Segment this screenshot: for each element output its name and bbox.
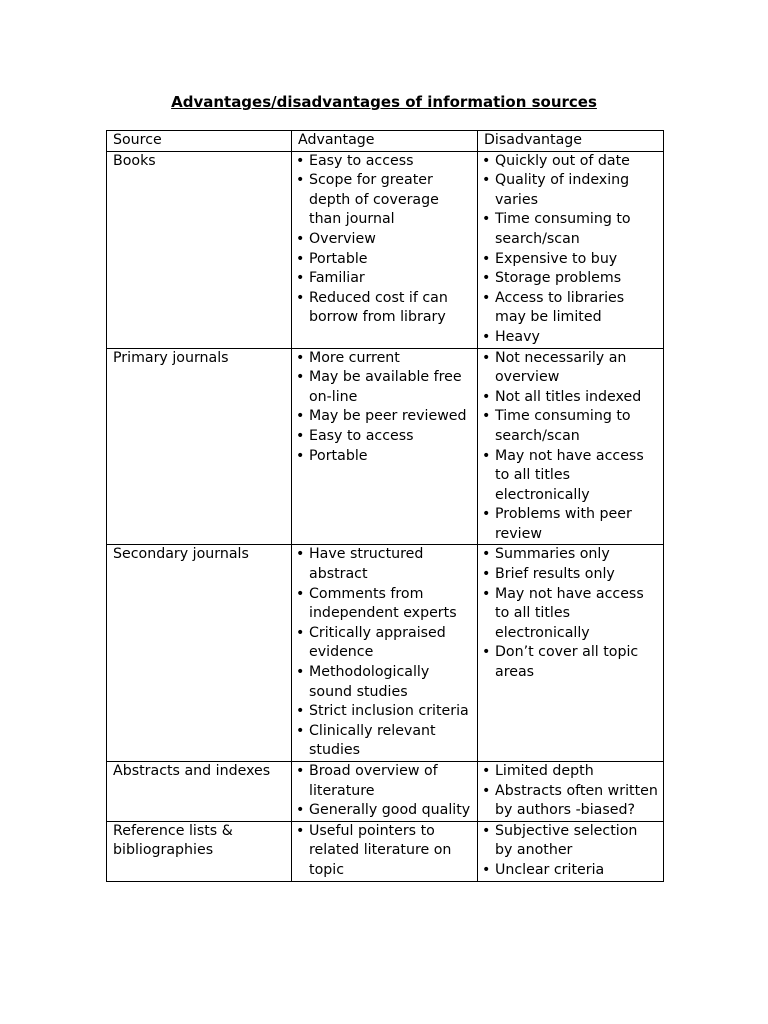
disadvantage-list bbox=[481, 545, 659, 682]
table-row bbox=[107, 348, 664, 545]
disadvantage-item: • Time consuming to search/scan bbox=[481, 210, 659, 249]
source-cell: Secondary journals bbox=[107, 545, 292, 762]
disadvantage-item: • Abstracts often written by authors -biased? bbox=[481, 782, 659, 821]
disadvantage-cell bbox=[478, 545, 664, 762]
advantage-cell bbox=[292, 348, 478, 545]
advantage-item: • More current bbox=[295, 349, 473, 369]
advantage-item: • Portable bbox=[295, 250, 473, 270]
disadvantage-item: • Expensive to buy bbox=[481, 250, 659, 270]
advantage-item: • Scope for greater depth of coverage than journal bbox=[295, 171, 473, 230]
disadvantage-item: • Don’t cover all topic areas bbox=[481, 643, 659, 682]
disadvantage-item: • Time consuming to search/scan bbox=[481, 407, 659, 446]
advantage-item: • Broad overview of literature bbox=[295, 762, 473, 801]
advantage-item: • Useful pointers to related literature on topic bbox=[295, 822, 473, 881]
disadvantage-item: • Storage problems bbox=[481, 269, 659, 289]
header-disadvantage: Disadvantage bbox=[478, 131, 664, 152]
advantage-cell bbox=[292, 821, 478, 881]
table-row bbox=[107, 545, 664, 762]
advantage-item: • Methodologically sound studies bbox=[295, 663, 473, 702]
advantage-item: • Familiar bbox=[295, 269, 473, 289]
disadvantage-list bbox=[481, 822, 659, 881]
advantage-item: • Easy to access bbox=[295, 152, 473, 172]
document-title: Advantages/disadvantages of information sources bbox=[171, 93, 597, 111]
advantage-list bbox=[295, 152, 473, 328]
advantage-cell bbox=[292, 545, 478, 762]
table-body bbox=[107, 151, 664, 881]
header-row bbox=[107, 131, 664, 152]
disadvantage-list bbox=[481, 152, 659, 348]
disadvantage-item: • Summaries only bbox=[481, 545, 659, 565]
disadvantage-item: • Not all titles indexed bbox=[481, 388, 659, 408]
header-source: Source bbox=[107, 131, 292, 152]
disadvantage-list bbox=[481, 349, 659, 545]
advantage-item: • Generally good quality bbox=[295, 801, 473, 821]
advantage-list bbox=[295, 349, 473, 467]
advantage-cell bbox=[292, 762, 478, 822]
disadvantage-cell bbox=[478, 821, 664, 881]
disadvantage-item: • Heavy bbox=[481, 328, 659, 348]
information-sources-table bbox=[106, 130, 664, 882]
disadvantage-cell bbox=[478, 348, 664, 545]
table-row bbox=[107, 821, 664, 881]
advantage-item: • Have structured abstract bbox=[295, 545, 473, 584]
advantage-item: • Overview bbox=[295, 230, 473, 250]
disadvantage-item: • Problems with peer review bbox=[481, 505, 659, 544]
disadvantage-cell bbox=[478, 762, 664, 822]
disadvantage-cell bbox=[478, 151, 664, 348]
advantage-item: • May be peer reviewed bbox=[295, 407, 473, 427]
disadvantage-item: • Unclear criteria bbox=[481, 861, 659, 881]
disadvantage-item: • Not necessarily an overview bbox=[481, 349, 659, 388]
source-cell: Abstracts and indexes bbox=[107, 762, 292, 822]
disadvantage-item: • Access to libraries may be limited bbox=[481, 289, 659, 328]
table-row bbox=[107, 151, 664, 348]
source-cell: Books bbox=[107, 151, 292, 348]
advantage-item: • Strict inclusion criteria bbox=[295, 702, 473, 722]
disadvantage-item: • May not have access to all titles electronically bbox=[481, 447, 659, 506]
disadvantage-item: • May not have access to all titles electronically bbox=[481, 585, 659, 644]
advantage-item: • Clinically relevant studies bbox=[295, 722, 473, 761]
advantage-list bbox=[295, 822, 473, 881]
disadvantage-item: • Limited depth bbox=[481, 762, 659, 782]
advantage-item: • Portable bbox=[295, 447, 473, 467]
disadvantage-item: • Quality of indexing varies bbox=[481, 171, 659, 210]
table-row bbox=[107, 762, 664, 822]
disadvantage-item: • Quickly out of date bbox=[481, 152, 659, 172]
advantage-item: • Comments from independent experts bbox=[295, 585, 473, 624]
advantage-item: • Reduced cost if can borrow from library bbox=[295, 289, 473, 328]
disadvantage-item: • Brief results only bbox=[481, 565, 659, 585]
disadvantage-list bbox=[481, 762, 659, 821]
advantage-item: • May be available free on-line bbox=[295, 368, 473, 407]
disadvantage-item: • Subjective selection by another bbox=[481, 822, 659, 861]
advantage-list bbox=[295, 762, 473, 821]
advantage-item: • Easy to access bbox=[295, 427, 473, 447]
advantage-list bbox=[295, 545, 473, 761]
source-cell: Reference lists & bibliographies bbox=[107, 821, 292, 881]
header-advantage: Advantage bbox=[292, 131, 478, 152]
advantage-item: • Critically appraised evidence bbox=[295, 624, 473, 663]
source-cell: Primary journals bbox=[107, 348, 292, 545]
advantage-cell bbox=[292, 151, 478, 348]
